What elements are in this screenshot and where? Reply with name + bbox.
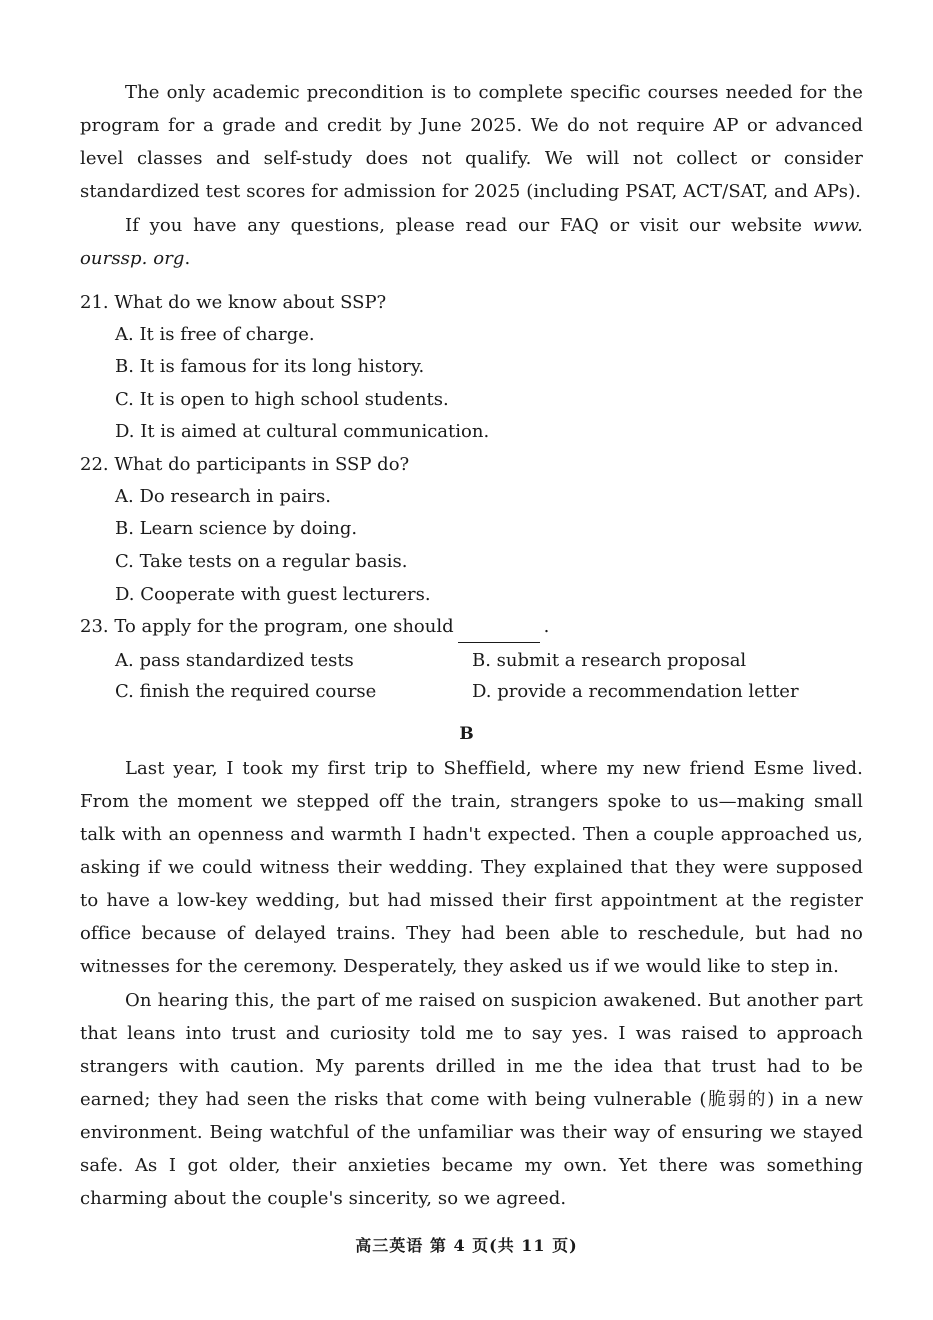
passage-paragraph [80,752,863,983]
paragraph-text: Last year, I took my first trip to Sheffield, where my new friend Esme lived. From the moment we stepped off the train, strangers spoke to us—making small talk with an openness and warmth I hadn't expected. Then a couple approached us, asking if we could witness their wedding. They explained that they were supposed to have a low-key wedding, but had missed their first appointment at the register office because of delayed trains. They had been able to reschedule, but had no witnesses for the ceremony. Desperately, they asked us if we would like to step in. [80,758,863,977]
question-22-option-c[interactable]: C. Take tests on a regular basis. [115,551,408,572]
question-21-option-a[interactable]: A. It is free of charge. [115,324,315,345]
paragraph-text: If you have any questions, please read our FAQ or visit our website [125,215,813,236]
question-21-option-c[interactable]: C. It is open to high school students. [115,389,449,410]
question-22-option-d[interactable]: D. Cooperate with guest lecturers. [115,584,431,605]
question-23-option-d[interactable]: D. provide a recommendation letter [472,681,799,702]
question-22-option-b[interactable]: B. Learn science by doing. [115,518,358,539]
answer-blank [458,620,540,643]
page-footer: 高三英语 第 4 页(共 11 页) [355,1236,578,1255]
question-23-stem-line [80,611,549,643]
section-heading: B [459,724,474,744]
question-23-stem: 23. To apply for the program, one should [80,616,454,637]
question-22-stem: 22. What do participants in SSP do? [80,454,410,475]
question-21-option-d[interactable]: D. It is aimed at cultural communication. [115,421,490,442]
question-23-option-b[interactable]: B. submit a research proposal [472,650,747,671]
period: . [184,248,191,269]
question-21-option-b[interactable]: B. It is famous for its long history. [115,356,425,377]
period: . [543,616,550,637]
question-23-option-c[interactable]: C. finish the required course [115,681,377,702]
website-url: www. ourssp. org [80,215,863,269]
passage-paragraph [80,209,863,275]
passage-paragraph [80,984,863,1215]
question-23-option-a[interactable]: A. pass standardized tests [115,650,354,671]
passage-paragraph [80,76,863,208]
question-21-stem: 21. What do we know about SSP? [80,292,387,313]
paragraph-text: On hearing this, the part of me raised on suspicion awakened. But another part that leans into trust and curiosity told me to say yes. I was raised to approach strangers with caution. My parents drilled in me the idea that trust had to be earned; they had seen the risks that come with being vulnerable (脆弱的) in a new environment. Being watchful of the unfamiliar was their way of ensuring we stayed safe. As I got older, their anxieties became my own. Yet there was something charming about the couple's sincerity, so we agreed. [80,990,863,1209]
paragraph-text: The only academic precondition is to complete specific courses needed for the program for a grade and credit by June 2025. We do not require AP or advanced level classes and self-study does not qualify. We will not collect or consider standardized test scores for admission for 2025 (including PSAT, ACT/SAT, and APs). [80,82,863,202]
question-22-option-a[interactable]: A. Do research in pairs. [115,486,331,507]
